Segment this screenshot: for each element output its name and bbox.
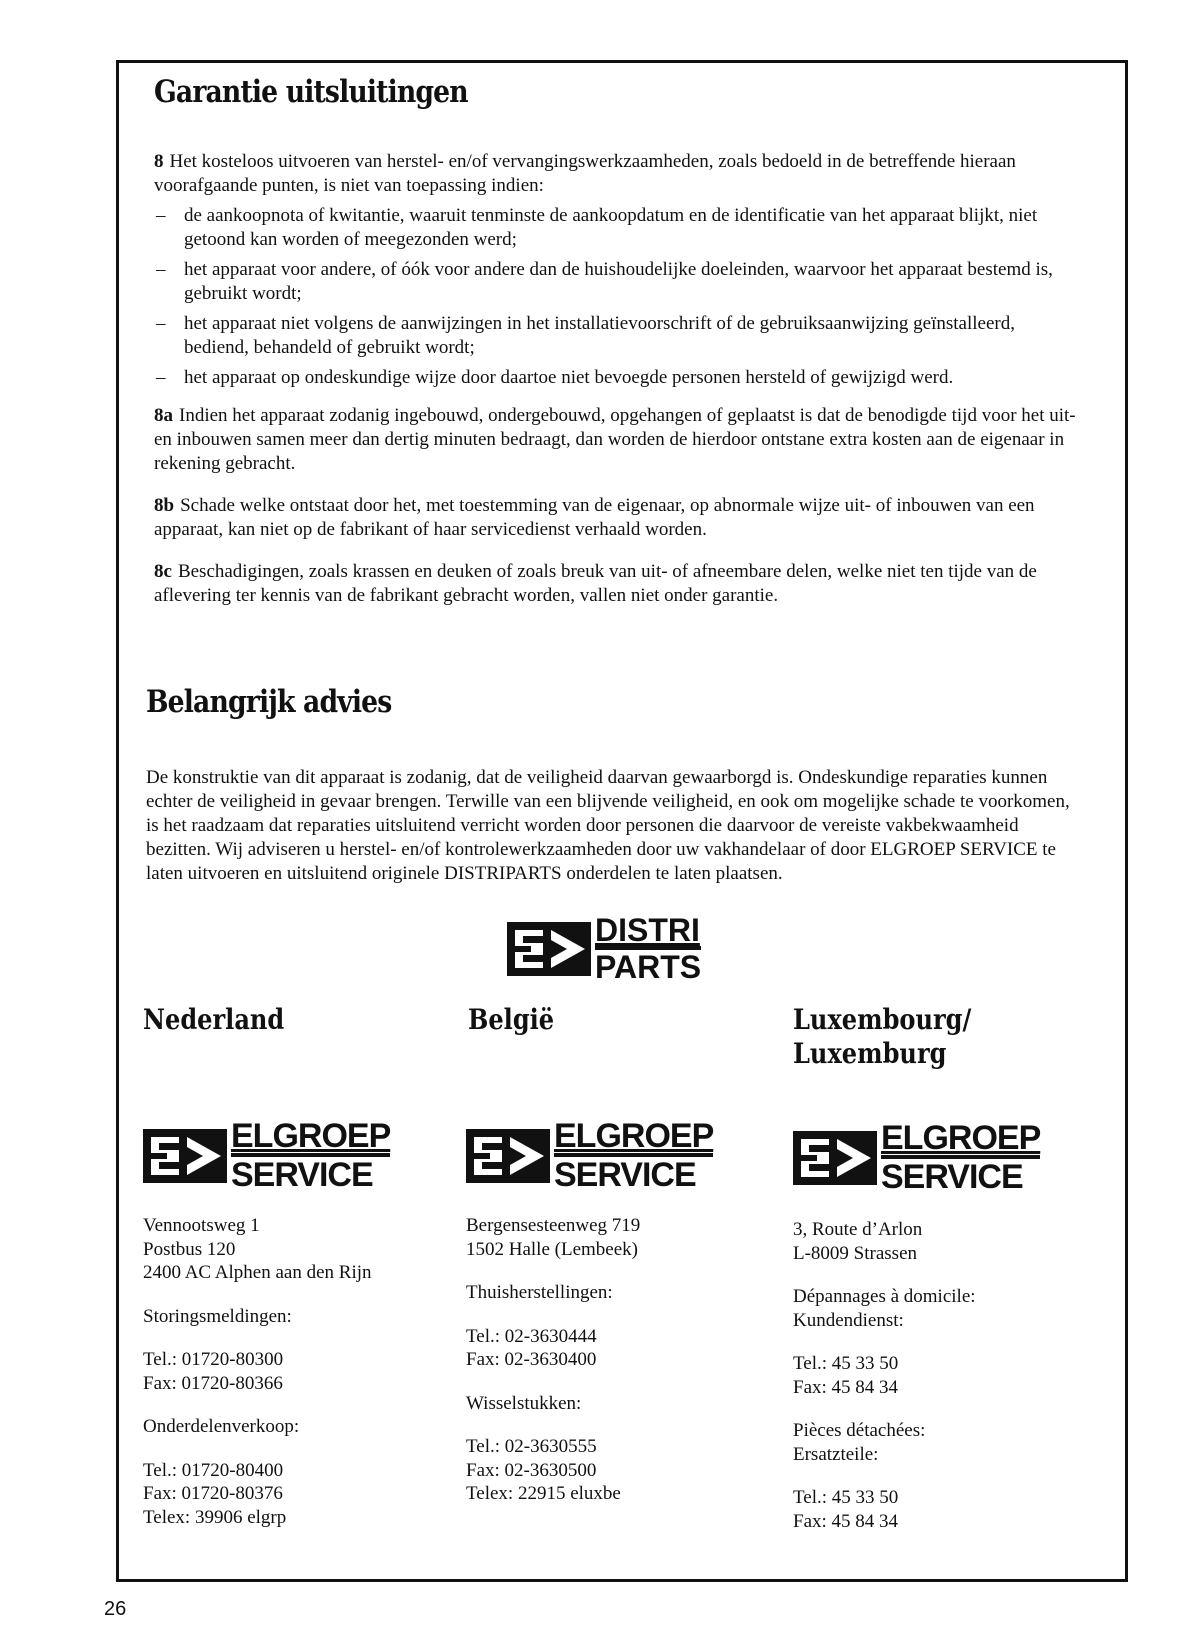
list-item: – het apparaat voor andere, of óók voor andere dan de huishoudelijke doeleinden, waarvoor het apparaat bestemd is, gebruikt wordt; <box>156 259 1053 304</box>
contact-label: Pièces détachées: <box>793 1420 926 1441</box>
e-arrow-logo-icon <box>793 1131 877 1185</box>
address-luxembourg: 3, Route d’Arlon L-8009 Strassen Dépannages à domicile: Kundendienst: Tel.: 45 33 50 Fax: 45 84 34 Pièces détachées: Ersatzteile: Tel.: 45 33 50 Fax: 45 84 34 <box>793 1218 1093 1533</box>
section-title-garantie: Garantie uitsluitingen <box>154 74 468 110</box>
paragraph-8b: 8b Schade welke ontstaat door het, met toestemming van de eigenaar, op abnormale wijze uit- of inbouwen van een apparaat, kan niet op de fabrikant of haar servicedienst verhaald worden. <box>154 495 1035 540</box>
elgroep-service-logo-nl: ELGROEP SERVICE <box>143 1119 390 1192</box>
section-title-advies: Belangrijk advies <box>146 684 392 720</box>
warranty-exclusions-text <box>154 150 1080 608</box>
list-item: – het apparaat niet volgens de aanwijzingen in het installatievoorschrift of de gebruiksaanwijzing geïnstalleerd, bediend, behandeld of gebruikt wordt; <box>156 313 1015 358</box>
e-arrow-logo-icon <box>143 1129 227 1183</box>
list-item: – het apparaat op ondeskundige wijze door daartoe niet bevoegde personen hersteld of gewijzigd werd. <box>156 367 954 388</box>
country-nederland: Nederland <box>143 1003 285 1036</box>
paragraph-number: 8 <box>154 151 164 172</box>
paragraph-8c: 8c Beschadigingen, zoals krassen en deuken of zoals breuk van uit- of afneembare delen, welke niet ten tijde van de aflevering ter kennis van de fabrikant gebracht worden, vallen niet onder garantie. <box>154 561 1037 606</box>
contact-label: Ersatzteile: <box>793 1443 879 1465</box>
page-number: 26 <box>104 1598 127 1620</box>
country-luxembourg: Luxembourg/ Luxemburg <box>793 1003 972 1070</box>
e-arrow-logo-icon <box>466 1129 550 1183</box>
paragraph-8a: 8a Indien het apparaat zodanig ingebouwd, ondergebouwd, opgehangen of geplaatst is dat de benodigde tijd voor het uit- en inbouwen samen meer dan dertig minuten bedraagt, dan worden de hierdoor ontstane extra kosten aan de eigenaar in rekening gebracht. <box>154 405 1076 474</box>
elgroep-service-logo-be: ELGROEP SERVICE <box>466 1119 713 1192</box>
advice-text: De konstruktie van dit apparaat is zodanig, dat de veiligheid daarvan gewaarborgd is. Ondeskundige reparaties kunnen echter de veiligheid in gevaar brengen. Terwille van een blijvende veiligheid, en ook om mogelijke schade te voorkomen, is het raadzaam dat reparaties uitsluitend verricht worden door personen die daarvoor de vereiste vakbekwaamheid bezitten. Wij adviseren u herstel- en/of kontrolewerkzaamheden door uw vakhandelaar of door ELGROEP SERVICE te laten uitvoeren en uitsluitend originele DISTRIPARTS onderdelen te laten plaatsen. <box>146 767 1070 884</box>
elgroep-service-logo-lu: ELGROEP SERVICE <box>793 1121 1040 1194</box>
list-item: – de aankoopnota of kwitantie, waaruit tenminste de aankoopdatum en de identificatie van het apparaat blijkt, niet getoond kan worden of meegezonden werd; <box>156 205 1038 250</box>
contact-label: Onderdelenverkoop: <box>143 1416 300 1437</box>
logo-text-line2: PARTS <box>595 946 701 983</box>
country-belgie: België <box>468 1003 555 1036</box>
contact-label: Dépannages à domicile: <box>793 1286 976 1307</box>
address-nederland: Vennootsweg 1 Postbus 120 2400 AC Alphen aan den Rijn Storingsmeldingen: Tel.: 01720-80300 Fax: 01720-80366 Onderdelenverkoop: Tel.: 01720-80400 Fax: 01720-80376 Telex: 39906 elgrp <box>143 1214 443 1529</box>
contact-label: Kundendienst: <box>793 1309 904 1331</box>
paragraph-text: Het kosteloos uitvoeren van herstel- en/of vervangingswerkzaamheden, zoals bedoeld in de betreffende hieraan voorafgaande punten, is niet van toepassing indien: <box>154 151 1016 196</box>
address-belgie: Bergensesteenweg 719 1502 Halle (Lembeek) Thuisherstellingen: Tel.: 02-3630444 Fax: 02-3630400 Wisselstukken: Tel.: 02-3630555 Fax: 02-3630500 Telex: 22915 eluxbe <box>466 1214 766 1506</box>
contact-label: Wisselstukken: <box>466 1392 582 1414</box>
distriparts-logo <box>507 914 701 983</box>
paragraph-8 <box>154 150 1080 198</box>
logo-text-line1: DISTRI <box>595 912 700 948</box>
contact-label: Storingsmeldingen: <box>143 1305 292 1327</box>
exclusion-list <box>154 204 1080 390</box>
e-arrow-logo-icon <box>507 922 591 976</box>
contact-label: Thuisherstellingen: <box>466 1282 613 1303</box>
